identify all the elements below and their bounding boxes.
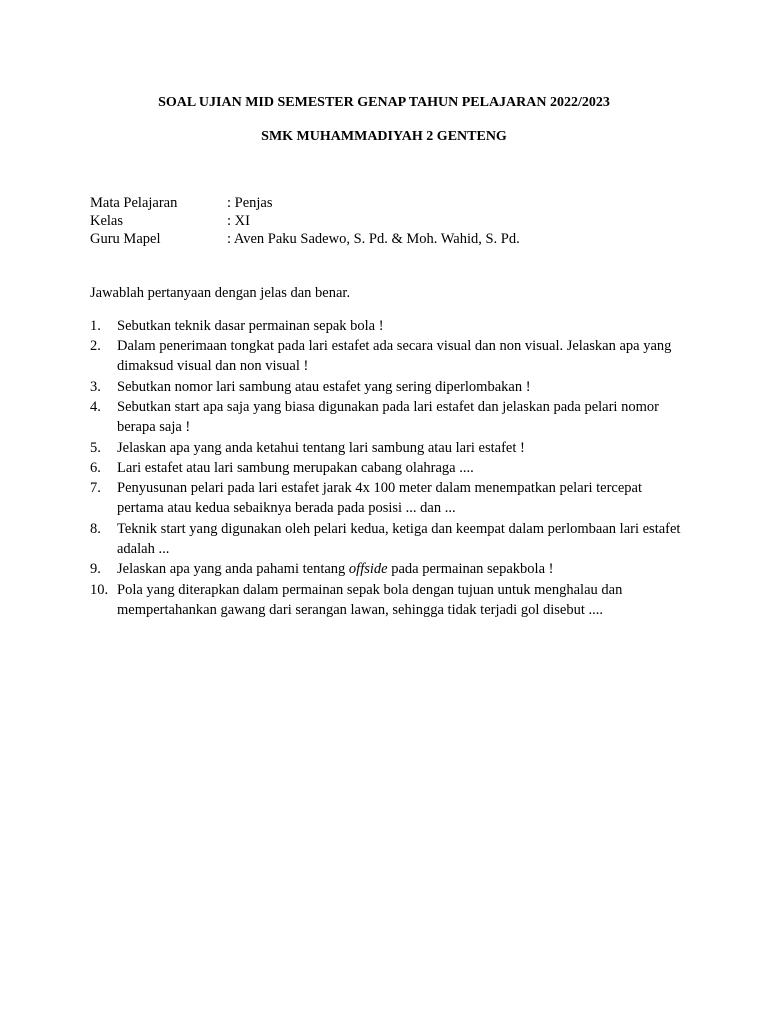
question-item xyxy=(90,397,690,437)
question-item xyxy=(90,438,690,458)
question-item xyxy=(90,316,690,336)
question-text: Lari estafet atau lari sambung merupakan cabang olahraga .... xyxy=(117,459,474,476)
question-number: 5. xyxy=(90,439,101,456)
school-name: SMK MUHAMMADIYAH 2 GENTENG xyxy=(261,129,507,144)
question-number: 10. xyxy=(90,581,109,598)
question-text-part: Jelaskan apa yang anda pahami tentang xyxy=(117,561,349,578)
info-row-teacher xyxy=(90,230,520,248)
question-number: 1. xyxy=(90,318,101,334)
exam-info xyxy=(90,194,520,248)
question-text xyxy=(117,559,690,579)
question-number: 3. xyxy=(90,378,101,395)
question-text-italic: offside xyxy=(348,561,388,578)
info-value: : XI xyxy=(227,213,250,229)
question-text-part: pada permainan sepakbola ! xyxy=(387,561,554,578)
question-number: 2. xyxy=(90,338,101,355)
info-value: : Penjas xyxy=(227,195,273,211)
question-item xyxy=(90,559,690,579)
question-item xyxy=(90,336,690,376)
question-text: Pola yang diterapkan dalam permainan sepak bola dengan tujuan untuk menghalau dan mempertahankan gawang dari serangan lawan, sehingga tidak terjadi gol disebut .... xyxy=(117,581,623,618)
question-item xyxy=(90,458,690,478)
info-label: Kelas xyxy=(90,213,124,229)
info-label: Mata Pelajaran xyxy=(90,195,178,211)
question-item xyxy=(90,478,690,518)
question-text: Penyusunan pelari pada lari estafet jarak 4x 100 meter dalam menempatkan pelari tercepat pertama atau kedua sebaiknya berada pada posisi ... dan ... xyxy=(117,480,642,517)
question-number: 6. xyxy=(90,459,101,476)
question-number: 4. xyxy=(90,399,101,416)
exam-title: SOAL UJIAN MID SEMESTER GENAP TAHUN PELAJARAN 2022/2023 xyxy=(158,95,610,110)
info-row-subject xyxy=(90,194,520,212)
question-number: 9. xyxy=(90,561,101,578)
question-item xyxy=(90,519,690,559)
question-text: Teknik start yang digunakan oleh pelari kedua, ketiga dan keempat dalam perlombaan lari estafet adalah ... xyxy=(117,520,681,557)
question-list xyxy=(90,316,690,620)
question-text: Sebutkan nomor lari sambung atau estafet yang sering diperlombakan ! xyxy=(117,378,531,395)
question-text: Dalam penerimaan tongkat pada lari estafet ada secara visual dan non visual. Jelaskan apa yang dimaksud visual dan non visual ! xyxy=(117,338,672,375)
question-text: Sebutkan teknik dasar permainan sepak bola ! xyxy=(117,318,384,334)
question-text: Sebutkan start apa saja yang biasa digunakan pada lari estafet dan jelaskan pada pelari nomor berapa saja ! xyxy=(117,399,659,436)
question-number: 7. xyxy=(90,480,101,497)
instruction-text: Jawablah pertanyaan dengan jelas dan benar. xyxy=(90,285,351,301)
question-number: 8. xyxy=(90,520,101,537)
question-item xyxy=(90,377,690,397)
question-text: Jelaskan apa yang anda ketahui tentang lari sambung atau lari estafet ! xyxy=(117,439,525,456)
info-value: : Aven Paku Sadewo, S. Pd. & Moh. Wahid, S. Pd. xyxy=(227,231,520,247)
info-row-class xyxy=(90,212,520,230)
question-item xyxy=(90,580,690,620)
info-label: Guru Mapel xyxy=(90,231,161,247)
